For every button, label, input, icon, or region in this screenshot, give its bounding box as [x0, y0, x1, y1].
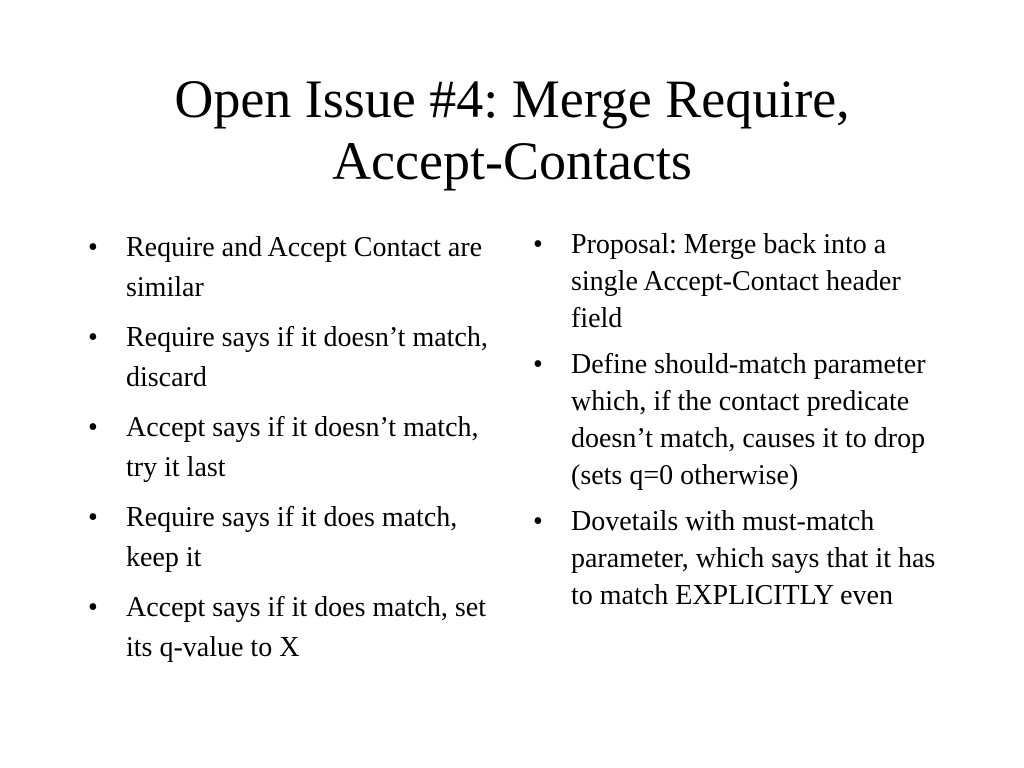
list-item-text: Require says if it does match, keep it [126, 502, 458, 573]
list-item [533, 503, 943, 614]
bullet-icon: • [88, 592, 98, 623]
bullet-icon: • [88, 412, 98, 443]
list-item-text: Accept says if it does match, set its q-value to X [126, 592, 487, 663]
list-item-text: Dovetails with must-match parameter, which says that it has to match EXPLICITLY even [571, 506, 936, 611]
bullet-icon: • [533, 506, 543, 537]
list-item-text: Require says if it doesn’t match, discard [126, 322, 488, 393]
slide-title-line-2: Accept-Contacts [332, 131, 692, 191]
list-item [88, 408, 498, 488]
list-item [533, 346, 943, 494]
list-item-text: Require and Accept Contact are similar [126, 232, 483, 303]
list-item [88, 318, 498, 398]
list-item [533, 226, 943, 337]
list-item-text: Define should-match parameter which, if the contact predicate doesn’t match, causes it to drop (sets q=0 otherwise) [571, 349, 926, 491]
bullet-icon: • [533, 229, 543, 260]
bullet-icon: • [88, 232, 98, 263]
list-item [88, 228, 498, 308]
bullet-icon: • [88, 322, 98, 353]
left-bullet-list [88, 228, 498, 678]
bullet-icon: • [533, 349, 543, 380]
bullet-icon: • [88, 502, 98, 533]
right-bullet-list [533, 226, 943, 623]
list-item [88, 588, 498, 668]
list-item-text: Accept says if it doesn’t match, try it last [126, 412, 479, 483]
slide-title [60, 68, 964, 192]
slide-title-line-1: Open Issue #4: Merge Require, [174, 69, 850, 129]
list-item-text: Proposal: Merge back into a single Accept-Contact header field [571, 229, 901, 334]
list-item [88, 498, 498, 578]
